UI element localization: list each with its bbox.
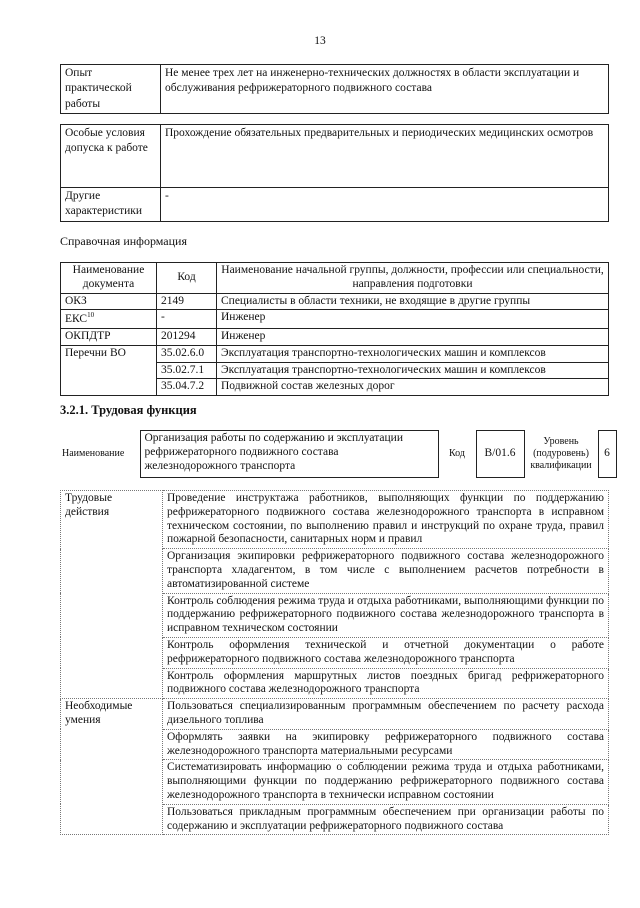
labor-actions-label: Трудовые действия <box>61 491 163 699</box>
ref-cell-title: Инженер <box>217 310 609 329</box>
required-skills-label: Необходимые умения <box>61 699 163 835</box>
conditions-table <box>60 124 609 222</box>
labor-action-item: Контроль оформления маршрутных листов поездных бригад рефрижераторного подвижного состава железнодорожного транспорта <box>163 668 609 699</box>
labor-action-item: Контроль оформления технической и отчетной документации о работе рефрижераторного подвижного состава железнодорожного транспорта <box>163 637 609 668</box>
ref-cell-code: 201294 <box>157 329 217 346</box>
labor-action-item: Организация экипировки рефрижераторного подвижного состава железнодорожного транспорта хладагентом, в том числе с выполнением расчетов потребности в автоматизированной системе <box>163 549 609 593</box>
ref-cell-code: - <box>157 310 217 329</box>
experience-table <box>60 64 609 114</box>
ref-cell-title: Эксплуатация транспортно-технологических машин и комплексов <box>217 345 609 362</box>
ref-cell-name-text: ЕКС <box>65 313 88 326</box>
function-code-value: B/01.6 <box>476 431 524 478</box>
table-row <box>61 310 609 329</box>
experience-label: Опыт практической работы <box>61 65 161 114</box>
other-characteristics-value: - <box>161 188 609 222</box>
labor-action-item: Проведение инструктажа работников, выполняющих функции по поддержанию рефрижераторного подвижного состава железнодорожного транспорта в исправном техническом состоянии, по выполнению правил и инструкций по охране труда, правил пожарной безопасности, санитарных норм и правил <box>163 491 609 549</box>
qualification-level-label: Уровень (подуровень) квалификации <box>530 436 592 471</box>
experience-value: Не менее трех лет на инженерно-технических должностях в области эксплуатации и обслуживания рефрижераторного подвижного состава <box>161 65 609 114</box>
ref-header-code: Код <box>157 263 217 294</box>
ref-cell-title: Подвижной состав железных дорог <box>217 379 609 396</box>
table-row <box>61 699 609 730</box>
function-heading: 3.2.1. Трудовая функция <box>60 403 197 417</box>
ref-cell-title: Инженер <box>217 329 609 346</box>
function-name-value: Организация работы по содержанию и эксплуатации рефрижераторного подвижного состава железнодорожного транспорта <box>140 431 438 478</box>
ref-cell-code: 2149 <box>157 293 217 310</box>
ref-cell-code: 35.02.6.0 <box>157 345 217 362</box>
ref-cell-name <box>61 310 157 329</box>
skill-item: Систематизировать информацию о соблюдении режима труда и отдыха работниками, выполняющими функции по поддержанию рефрижераторного подвижного состава железнодорожного транспорта в технически исправном состоянии <box>163 760 609 804</box>
ref-cell-name: ОКЗ <box>61 293 157 310</box>
function-name-label: Наименование <box>62 448 125 459</box>
labor-action-item: Контроль соблюдения режима труда и отдыха работниками, выполняющими функции по поддержанию рефрижераторного подвижного состава железнодорожного транспорта в исправном техническом состоянии <box>163 593 609 637</box>
admission-conditions-label: Особые условия допуска к работе <box>61 125 161 188</box>
admission-conditions-value: Прохождение обязательных предварительных и периодических медицинских осмотров <box>161 125 609 188</box>
ref-cell-name: Перечни ВО <box>61 345 157 395</box>
ref-cell-name: ОКПДТР <box>61 329 157 346</box>
table-row <box>61 345 609 362</box>
ref-header-title: Наименование начальной группы, должности, профессии или специальности, направления подготовки <box>217 263 609 294</box>
ref-header-name: Наименование документа <box>61 263 157 294</box>
table-row <box>61 491 609 549</box>
skill-item: Пользоваться специализированным программным обеспечением по расчету расхода дизельного топлива <box>163 699 609 730</box>
function-code-label: Код <box>449 448 465 459</box>
ref-cell-title: Специалисты в области техники, не входящие в другие группы <box>217 293 609 310</box>
reference-table <box>60 262 609 396</box>
function-details-table <box>60 490 609 835</box>
page-number: 13 <box>314 35 326 47</box>
reference-title: Справочная информация <box>60 234 187 248</box>
table-row <box>61 293 609 310</box>
skill-item: Оформлять заявки на экипировку рефрижераторного подвижного состава железнодорожного транспорта материальными ресурсами <box>163 729 609 760</box>
other-characteristics-label: Другие характеристики <box>61 188 161 222</box>
ref-cell-title: Эксплуатация транспортно-технологических машин и комплексов <box>217 362 609 379</box>
ref-cell-code: 35.04.7.2 <box>157 379 217 396</box>
skill-item: Пользоваться прикладным программным обеспечением при организации работы по содержанию и эксплуатации рефрижераторного подвижного состава <box>163 804 609 835</box>
function-header-table <box>60 430 617 478</box>
table-row <box>61 329 609 346</box>
ref-cell-code: 35.02.7.1 <box>157 362 217 379</box>
qualification-level-value: 6 <box>598 431 616 478</box>
footnote-mark: 10 <box>87 311 95 320</box>
